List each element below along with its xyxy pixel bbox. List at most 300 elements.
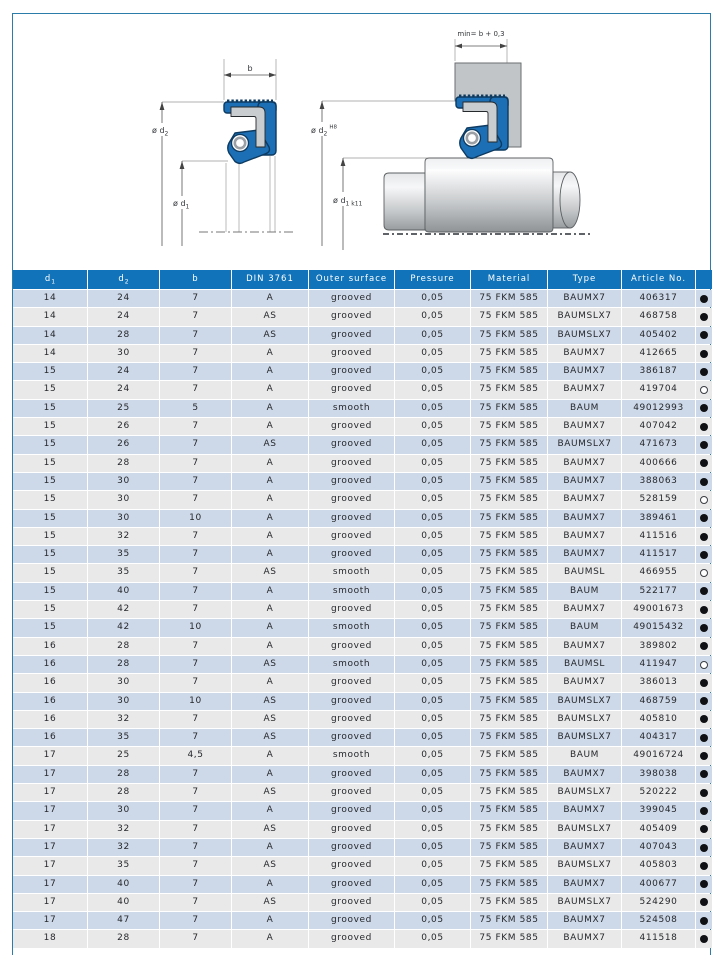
- availability-cell: [696, 528, 712, 545]
- dim-d2-h8-label: ø $d_2^{H8}$: [311, 124, 337, 138]
- table-cell: 15: [13, 601, 87, 618]
- availability-dot-icon: [700, 331, 708, 339]
- table-cell: smooth: [309, 400, 394, 417]
- table-cell: grooved: [309, 821, 394, 838]
- table-cell: 411516: [622, 528, 695, 545]
- availability-cell: [696, 747, 712, 764]
- table-cell: 75 FKM 585: [471, 674, 547, 691]
- table-cell: 15: [13, 455, 87, 472]
- table-cell: grooved: [309, 930, 394, 947]
- table-row: [13, 473, 712, 490]
- table-cell: smooth: [309, 747, 394, 764]
- table-cell: grooved: [309, 766, 394, 783]
- table-cell: grooved: [309, 693, 394, 710]
- table-cell: BAUMX7: [548, 345, 621, 362]
- table-cell: 24: [88, 308, 159, 325]
- table-cell: 0,05: [395, 327, 470, 344]
- table-cell: A: [232, 510, 308, 527]
- availability-dot-icon: [700, 807, 708, 815]
- availability-dot-icon: [700, 404, 708, 412]
- table-cell: 7: [160, 784, 231, 801]
- availability-cell: [696, 802, 712, 819]
- availability-dot-icon: [700, 551, 708, 559]
- table-cell: BAUMX7: [548, 876, 621, 893]
- table-cell: 30: [88, 473, 159, 490]
- table-cell: grooved: [309, 436, 394, 453]
- table-cell: 15: [13, 363, 87, 380]
- table-cell: grooved: [309, 510, 394, 527]
- table-cell: BAUMX7: [548, 839, 621, 856]
- availability-dot-icon: [700, 295, 708, 303]
- table-cell: 7: [160, 436, 231, 453]
- table-cell: 14: [13, 327, 87, 344]
- table-cell: grooved: [309, 345, 394, 362]
- table-cell: 75 FKM 585: [471, 583, 547, 600]
- table-cell: 25: [88, 747, 159, 764]
- table-cell: BAUMSLX7: [548, 821, 621, 838]
- table-cell: 28: [88, 638, 159, 655]
- table-cell: A: [232, 747, 308, 764]
- table-cell: 0,05: [395, 784, 470, 801]
- table-cell: 25: [88, 400, 159, 417]
- table-cell: 75 FKM 585: [471, 930, 547, 947]
- shaft: [383, 158, 592, 234]
- table-row: [13, 491, 712, 508]
- dim-d1-k11-label: ø $d_{1 k11}$: [333, 196, 363, 208]
- table-cell: 7: [160, 345, 231, 362]
- table-cell: 49016724: [622, 747, 695, 764]
- table-cell: AS: [232, 564, 308, 581]
- table-cell: 7: [160, 418, 231, 435]
- table-cell: BAUMX7: [548, 455, 621, 472]
- availability-cell: [696, 564, 712, 581]
- table-cell: BAUMX7: [548, 930, 621, 947]
- table-cell: 42: [88, 619, 159, 636]
- column-header: $d_2$: [88, 270, 159, 289]
- table-cell: AS: [232, 784, 308, 801]
- table-cell: 7: [160, 894, 231, 911]
- availability-cell: [696, 455, 712, 472]
- table-cell: 35: [88, 729, 159, 746]
- table-cell: 400666: [622, 455, 695, 472]
- table-row: [13, 857, 712, 874]
- table-cell: 15: [13, 418, 87, 435]
- availability-dot-icon: [700, 697, 708, 705]
- table-cell: 524290: [622, 894, 695, 911]
- availability-dot-icon: [700, 478, 708, 486]
- availability-cell: [696, 894, 712, 911]
- table-cell: 405402: [622, 327, 695, 344]
- table-cell: 0,05: [395, 583, 470, 600]
- table-row: [13, 638, 712, 655]
- table-cell: BAUM: [548, 619, 621, 636]
- table-cell: A: [232, 528, 308, 545]
- table-cell: 40: [88, 583, 159, 600]
- table-row: [13, 455, 712, 472]
- table-cell: 75 FKM 585: [471, 894, 547, 911]
- table-cell: grooved: [309, 418, 394, 435]
- table-cell: A: [232, 345, 308, 362]
- table-cell: A: [232, 546, 308, 563]
- availability-dot-icon: [700, 350, 708, 358]
- table-cell: A: [232, 601, 308, 618]
- table-cell: A: [232, 418, 308, 435]
- table-cell: 26: [88, 436, 159, 453]
- table-cell: 0,05: [395, 729, 470, 746]
- availability-dot-icon: [700, 496, 708, 504]
- availability-dot-icon: [700, 606, 708, 614]
- table-row: [13, 327, 712, 344]
- table-cell: 75 FKM 585: [471, 747, 547, 764]
- table-cell: 75 FKM 585: [471, 839, 547, 856]
- table-cell: grooved: [309, 784, 394, 801]
- table-cell: BAUMSLX7: [548, 711, 621, 728]
- table-cell: 0,05: [395, 436, 470, 453]
- table-row: [13, 583, 712, 600]
- table-cell: 0,05: [395, 455, 470, 472]
- table-cell: 404317: [622, 729, 695, 746]
- table-cell: 0,05: [395, 363, 470, 380]
- availability-dot-icon: [700, 715, 708, 723]
- table-row: [13, 802, 712, 819]
- table-cell: 49012993: [622, 400, 695, 417]
- column-header: b: [160, 270, 231, 289]
- availability-cell: [696, 766, 712, 783]
- availability-cell: [696, 418, 712, 435]
- table-cell: 7: [160, 546, 231, 563]
- table-cell: AS: [232, 857, 308, 874]
- table-cell: 466955: [622, 564, 695, 581]
- table-header-row: [13, 270, 712, 289]
- table-cell: 0,05: [395, 619, 470, 636]
- table-cell: A: [232, 491, 308, 508]
- table-cell: A: [232, 839, 308, 856]
- table-cell: AS: [232, 821, 308, 838]
- table-cell: 411947: [622, 656, 695, 673]
- table-cell: 398038: [622, 766, 695, 783]
- table-cell: 7: [160, 327, 231, 344]
- table-cell: smooth: [309, 619, 394, 636]
- availability-cell: [696, 510, 712, 527]
- availability-dot-icon: [700, 441, 708, 449]
- table-cell: 389461: [622, 510, 695, 527]
- table-cell: 405803: [622, 857, 695, 874]
- availability-cell: [696, 821, 712, 838]
- table-cell: AS: [232, 436, 308, 453]
- table-cell: 7: [160, 857, 231, 874]
- table-cell: 15: [13, 528, 87, 545]
- table-cell: 10: [160, 619, 231, 636]
- column-header: $d_1$: [13, 270, 87, 289]
- table-cell: 7: [160, 638, 231, 655]
- table-cell: 75 FKM 585: [471, 381, 547, 398]
- availability-cell: [696, 345, 712, 362]
- table-cell: BAUMX7: [548, 638, 621, 655]
- column-header: Type: [548, 270, 621, 289]
- right-installation-drawing: [308, 30, 592, 250]
- table-cell: BAUMX7: [548, 290, 621, 307]
- table-cell: 17: [13, 766, 87, 783]
- availability-cell: [696, 711, 712, 728]
- table-cell: A: [232, 400, 308, 417]
- table-cell: 0,05: [395, 638, 470, 655]
- table-cell: 406317: [622, 290, 695, 307]
- table-cell: 35: [88, 546, 159, 563]
- availability-cell: [696, 290, 712, 307]
- availability-dot-icon: [700, 862, 708, 870]
- table-cell: 28: [88, 930, 159, 947]
- table-cell: 7: [160, 381, 231, 398]
- table-cell: 75 FKM 585: [471, 436, 547, 453]
- table-cell: BAUMSLX7: [548, 894, 621, 911]
- table-cell: 7: [160, 912, 231, 929]
- table-cell: 75 FKM 585: [471, 455, 547, 472]
- availability-dot-icon: [700, 661, 708, 669]
- table-cell: 386013: [622, 674, 695, 691]
- table-row: [13, 381, 712, 398]
- table-cell: AS: [232, 308, 308, 325]
- table-cell: 0,05: [395, 381, 470, 398]
- table-cell: 7: [160, 839, 231, 856]
- availability-dot-icon: [700, 825, 708, 833]
- table-cell: 30: [88, 674, 159, 691]
- table-cell: 75 FKM 585: [471, 638, 547, 655]
- table-cell: 528159: [622, 491, 695, 508]
- availability-dot-icon: [700, 679, 708, 687]
- table-cell: 10: [160, 510, 231, 527]
- table-cell: smooth: [309, 564, 394, 581]
- table-cell: 28: [88, 656, 159, 673]
- availability-cell: [696, 693, 712, 710]
- table-cell: 75 FKM 585: [471, 912, 547, 929]
- table-cell: 32: [88, 711, 159, 728]
- table-cell: grooved: [309, 894, 394, 911]
- table-row: [13, 528, 712, 545]
- table-cell: 0,05: [395, 345, 470, 362]
- table-row: [13, 766, 712, 783]
- table-row: [13, 894, 712, 911]
- table-cell: 0,05: [395, 400, 470, 417]
- availability-cell: [696, 729, 712, 746]
- table-cell: A: [232, 766, 308, 783]
- dim-min-label: min= b + 0,3: [457, 30, 505, 38]
- table-cell: grooved: [309, 308, 394, 325]
- table-cell: 399045: [622, 802, 695, 819]
- availability-dot-icon: [700, 587, 708, 595]
- table-cell: 75 FKM 585: [471, 766, 547, 783]
- table-row: [13, 693, 712, 710]
- table-cell: 15: [13, 510, 87, 527]
- table-cell: A: [232, 638, 308, 655]
- table-cell: 0,05: [395, 491, 470, 508]
- table-cell: 75 FKM 585: [471, 784, 547, 801]
- table-cell: 419704: [622, 381, 695, 398]
- table-row: [13, 656, 712, 673]
- table-cell: BAUMSLX7: [548, 857, 621, 874]
- table-cell: 7: [160, 290, 231, 307]
- table-cell: 24: [88, 363, 159, 380]
- table-cell: AS: [232, 894, 308, 911]
- table-row: [13, 711, 712, 728]
- table-row: [13, 729, 712, 746]
- table-cell: BAUMX7: [548, 802, 621, 819]
- availability-cell: [696, 400, 712, 417]
- availability-dot-icon: [700, 624, 708, 632]
- table-cell: 17: [13, 784, 87, 801]
- table-cell: grooved: [309, 912, 394, 929]
- table-cell: 400677: [622, 876, 695, 893]
- table-cell: BAUMSLX7: [548, 729, 621, 746]
- table-cell: 7: [160, 729, 231, 746]
- table-cell: 14: [13, 308, 87, 325]
- table-cell: 40: [88, 894, 159, 911]
- dim-d1-label: ø $d_1$: [173, 199, 190, 211]
- table-cell: 0,05: [395, 510, 470, 527]
- availability-dot-icon: [700, 514, 708, 522]
- table-cell: 7: [160, 656, 231, 673]
- availability-cell: [696, 619, 712, 636]
- table-cell: grooved: [309, 729, 394, 746]
- table-cell: 7: [160, 564, 231, 581]
- table-row: [13, 418, 712, 435]
- availability-cell: [696, 674, 712, 691]
- table-row: [13, 930, 712, 947]
- table-cell: 522177: [622, 583, 695, 600]
- table-cell: 0,05: [395, 912, 470, 929]
- table-cell: 0,05: [395, 894, 470, 911]
- table-cell: grooved: [309, 528, 394, 545]
- table-cell: 30: [88, 693, 159, 710]
- table-cell: 49001673: [622, 601, 695, 618]
- table-row: [13, 400, 712, 417]
- availability-dot-icon: [700, 880, 708, 888]
- table-cell: BAUM: [548, 747, 621, 764]
- table-row: [13, 784, 712, 801]
- table-cell: 17: [13, 876, 87, 893]
- table-cell: 7: [160, 491, 231, 508]
- table-cell: 30: [88, 802, 159, 819]
- table-cell: 7: [160, 601, 231, 618]
- availability-cell: [696, 583, 712, 600]
- table-cell: 24: [88, 290, 159, 307]
- table-cell: 75 FKM 585: [471, 711, 547, 728]
- table-cell: 30: [88, 491, 159, 508]
- availability-cell: [696, 784, 712, 801]
- table-cell: 7: [160, 674, 231, 691]
- availability-dot-icon: [700, 386, 708, 394]
- availability-cell: [696, 327, 712, 344]
- availability-dot-icon: [700, 423, 708, 431]
- table-cell: 0,05: [395, 564, 470, 581]
- table-cell: 47: [88, 912, 159, 929]
- table-cell: 0,05: [395, 857, 470, 874]
- table-cell: grooved: [309, 674, 394, 691]
- table-cell: A: [232, 363, 308, 380]
- availability-cell: [696, 601, 712, 618]
- availability-dot-icon: [700, 935, 708, 943]
- availability-cell: [696, 930, 712, 947]
- table-cell: 17: [13, 894, 87, 911]
- table-cell: BAUMSLX7: [548, 308, 621, 325]
- table-cell: 15: [13, 564, 87, 581]
- table-cell: 16: [13, 711, 87, 728]
- table-cell: A: [232, 381, 308, 398]
- table-cell: 24: [88, 381, 159, 398]
- table-cell: 15: [13, 546, 87, 563]
- availability-cell: [696, 839, 712, 856]
- table-cell: BAUMX7: [548, 510, 621, 527]
- table-row: [13, 510, 712, 527]
- table-cell: 75 FKM 585: [471, 802, 547, 819]
- technical-drawing: [12, 13, 713, 263]
- table-cell: 15: [13, 436, 87, 453]
- table-cell: BAUMX7: [548, 381, 621, 398]
- table-cell: 75 FKM 585: [471, 400, 547, 417]
- table-cell: 407043: [622, 839, 695, 856]
- availability-dot-icon: [700, 734, 708, 742]
- availability-cell: [696, 308, 712, 325]
- table-cell: 16: [13, 638, 87, 655]
- table-cell: 411517: [622, 546, 695, 563]
- table-cell: 42: [88, 601, 159, 618]
- column-header: Outer surface: [309, 270, 394, 289]
- table-cell: BAUMX7: [548, 473, 621, 490]
- table-cell: BAUMSL: [548, 656, 621, 673]
- table-cell: BAUMX7: [548, 601, 621, 618]
- table-cell: 28: [88, 784, 159, 801]
- table-cell: 75 FKM 585: [471, 345, 547, 362]
- table-cell: BAUMSL: [548, 564, 621, 581]
- dim-b-label: b: [247, 64, 253, 73]
- table-cell: BAUMX7: [548, 912, 621, 929]
- table-cell: 75 FKM 585: [471, 876, 547, 893]
- table-cell: 75 FKM 585: [471, 729, 547, 746]
- table-cell: BAUMX7: [548, 491, 621, 508]
- availability-dot-icon: [700, 789, 708, 797]
- table-cell: 7: [160, 308, 231, 325]
- table-cell: grooved: [309, 491, 394, 508]
- table-cell: 17: [13, 912, 87, 929]
- table-cell: BAUM: [548, 583, 621, 600]
- table-cell: 49015432: [622, 619, 695, 636]
- table-cell: A: [232, 912, 308, 929]
- column-header: DIN 3761: [232, 270, 308, 289]
- availability-cell: [696, 473, 712, 490]
- table-cell: 524508: [622, 912, 695, 929]
- table-cell: 75 FKM 585: [471, 656, 547, 673]
- table-cell: 75 FKM 585: [471, 821, 547, 838]
- table-cell: A: [232, 455, 308, 472]
- table-cell: 15: [13, 583, 87, 600]
- table-cell: 0,05: [395, 821, 470, 838]
- table-cell: 14: [13, 290, 87, 307]
- table-cell: 7: [160, 821, 231, 838]
- table-cell: 75 FKM 585: [471, 418, 547, 435]
- table-cell: BAUMSLX7: [548, 784, 621, 801]
- table-cell: 16: [13, 729, 87, 746]
- column-header: Article No.: [622, 270, 695, 289]
- table-cell: 0,05: [395, 802, 470, 819]
- availability-cell: [696, 912, 712, 929]
- table-cell: 75 FKM 585: [471, 601, 547, 618]
- availability-cell: [696, 876, 712, 893]
- table-cell: 0,05: [395, 839, 470, 856]
- table-cell: grooved: [309, 711, 394, 728]
- availability-cell: [696, 491, 712, 508]
- column-header: [696, 270, 712, 289]
- table-cell: smooth: [309, 656, 394, 673]
- table-cell: grooved: [309, 638, 394, 655]
